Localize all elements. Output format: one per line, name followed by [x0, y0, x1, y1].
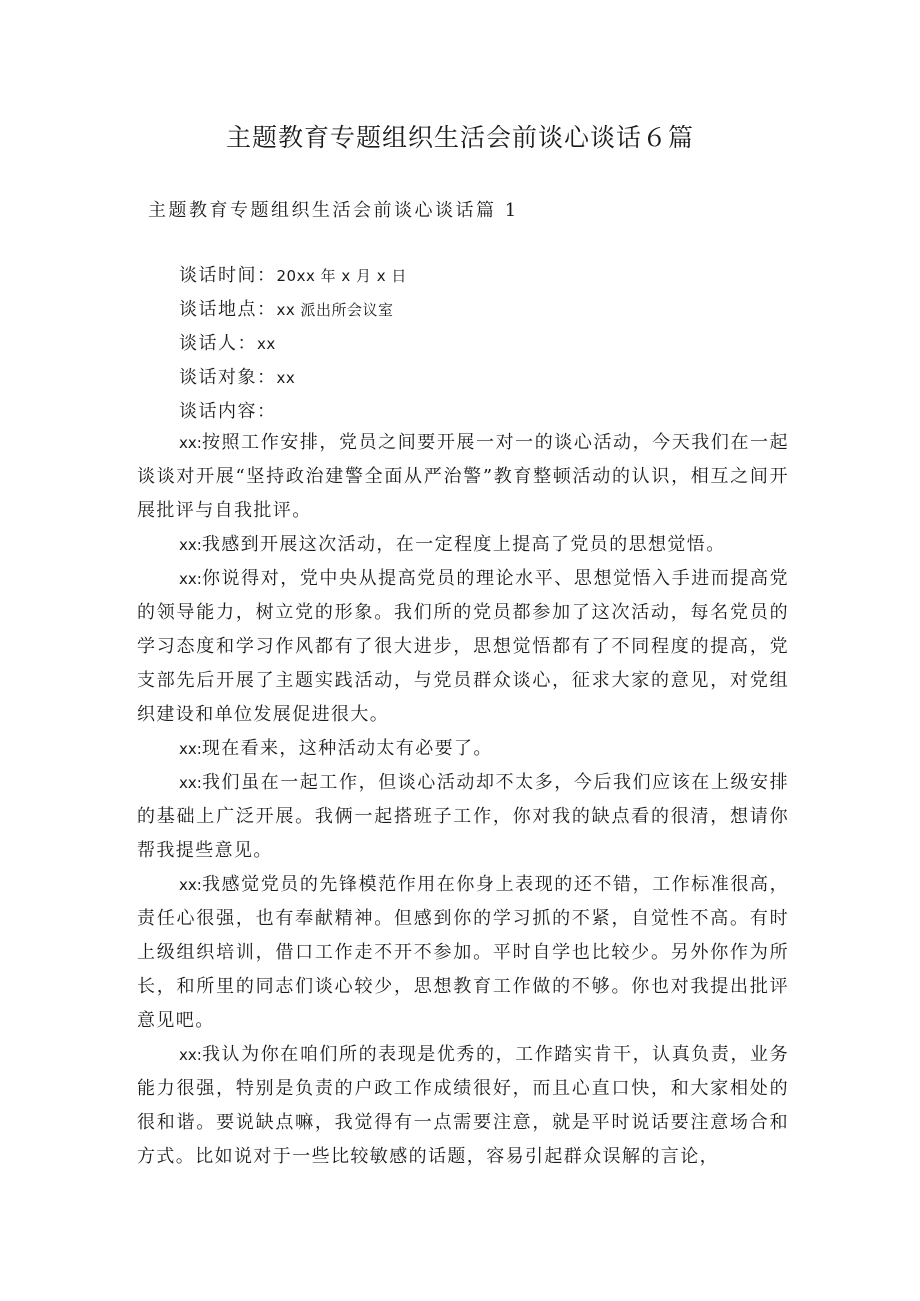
meta-block	[179, 259, 407, 429]
meta-line-speaker	[179, 327, 407, 361]
meta-value: xx	[276, 369, 296, 387]
dialogue-paragraph	[137, 528, 789, 562]
speaker-label: xx:	[179, 740, 202, 758]
meta-line-listener	[179, 361, 407, 395]
meta-value: xx 派出所会议室	[276, 301, 394, 319]
speaker-label: xx:	[179, 434, 202, 452]
dialogue-paragraph	[137, 562, 789, 732]
meta-value: xx	[257, 335, 276, 353]
dialogue-paragraph	[137, 426, 789, 528]
section-heading: 主题教育专题组织生活会前谈心谈话篇 1	[148, 200, 519, 221]
paragraph-text: 我感觉党员的先锋模范作用在你身上表现的还不错，工作标准很高，责任心很强，也有奉献精神。但感到你的学习抓的不紧，自觉性不高。有时上级组织培训，借口工作走不开不参加。平时自学也比较少。另外你作为所长，和所里的同志们谈心较少，思想教育工作做的不够。你也对我提出批评意见吧。	[137, 874, 789, 1031]
paragraph-text: 按照工作安排，党员之间要开展一对一的谈心活动，今天我们在一起谈谈对开展“坚持政治建警全面从严治警”教育整顿活动的认识，相互之间开展批评与自我批评。	[137, 432, 789, 521]
paragraph-text: 我感到开展这次活动，在一定程度上提高了党员的思想觉悟。	[201, 534, 726, 555]
speaker-label: xx:	[179, 570, 202, 588]
meta-line-place	[179, 293, 407, 327]
dialogue-paragraph	[137, 868, 789, 1038]
dialogue-paragraph	[137, 732, 789, 766]
meta-label: 谈话时间：	[179, 265, 277, 286]
speaker-label: xx:	[179, 1046, 202, 1064]
meta-line-time	[179, 259, 407, 293]
speaker-label: xx:	[179, 536, 202, 554]
paragraph-text: 你说得对，党中央从提高党员的理论水平、思想觉悟入手进而提高党的领导能力，树立党的形象。我们所的党员都参加了这次活动，每名党员的学习态度和学习作风都有了很大进步，思想觉悟都有了不同程度的提高，党支部先后开展了主题实践活动，与党员群众谈心，征求大家的意见，对党组织建设和单位发展促进很大。	[137, 568, 789, 725]
meta-label: 谈话地点：	[179, 299, 277, 320]
document-title: 主题教育专题组织生活会前谈心谈话６篇	[225, 123, 694, 152]
meta-label: 谈话对象：	[179, 367, 277, 388]
dialogue-paragraph	[137, 1038, 789, 1174]
dialogue-paragraph	[137, 766, 789, 868]
meta-value: 20xx 年 x 月 x 日	[276, 267, 407, 285]
meta-line-content	[179, 395, 407, 429]
paragraph-text: 现在看来，这种活动太有必要了。	[201, 738, 493, 759]
meta-label: 谈话内容：	[179, 401, 277, 422]
speaker-label: xx:	[179, 876, 202, 894]
speaker-label: xx:	[179, 774, 202, 792]
paragraph-text: 我认为你在咱们所的表现是优秀的，工作踏实肯干，认真负责，业务能力很强，特别是负责的户政工作成绩很好，而且心直口快，和大家相处的很和谐。要说缺点嘛，我觉得有一点需要注意，就是平时说话要注意场合和方式。比如说对于一些比较敏感的话题，容易引起群众误解的言论，	[137, 1044, 789, 1167]
meta-label: 谈话人：	[179, 333, 257, 354]
paragraph-text: 我们虽在一起工作，但谈心活动却不太多，今后我们应该在上级安排的基础上广泛开展。我俩一起搭班子工作，你对我的缺点看的很清，想请你帮我提些意见。	[137, 772, 789, 861]
dialogue-body	[137, 426, 789, 1174]
